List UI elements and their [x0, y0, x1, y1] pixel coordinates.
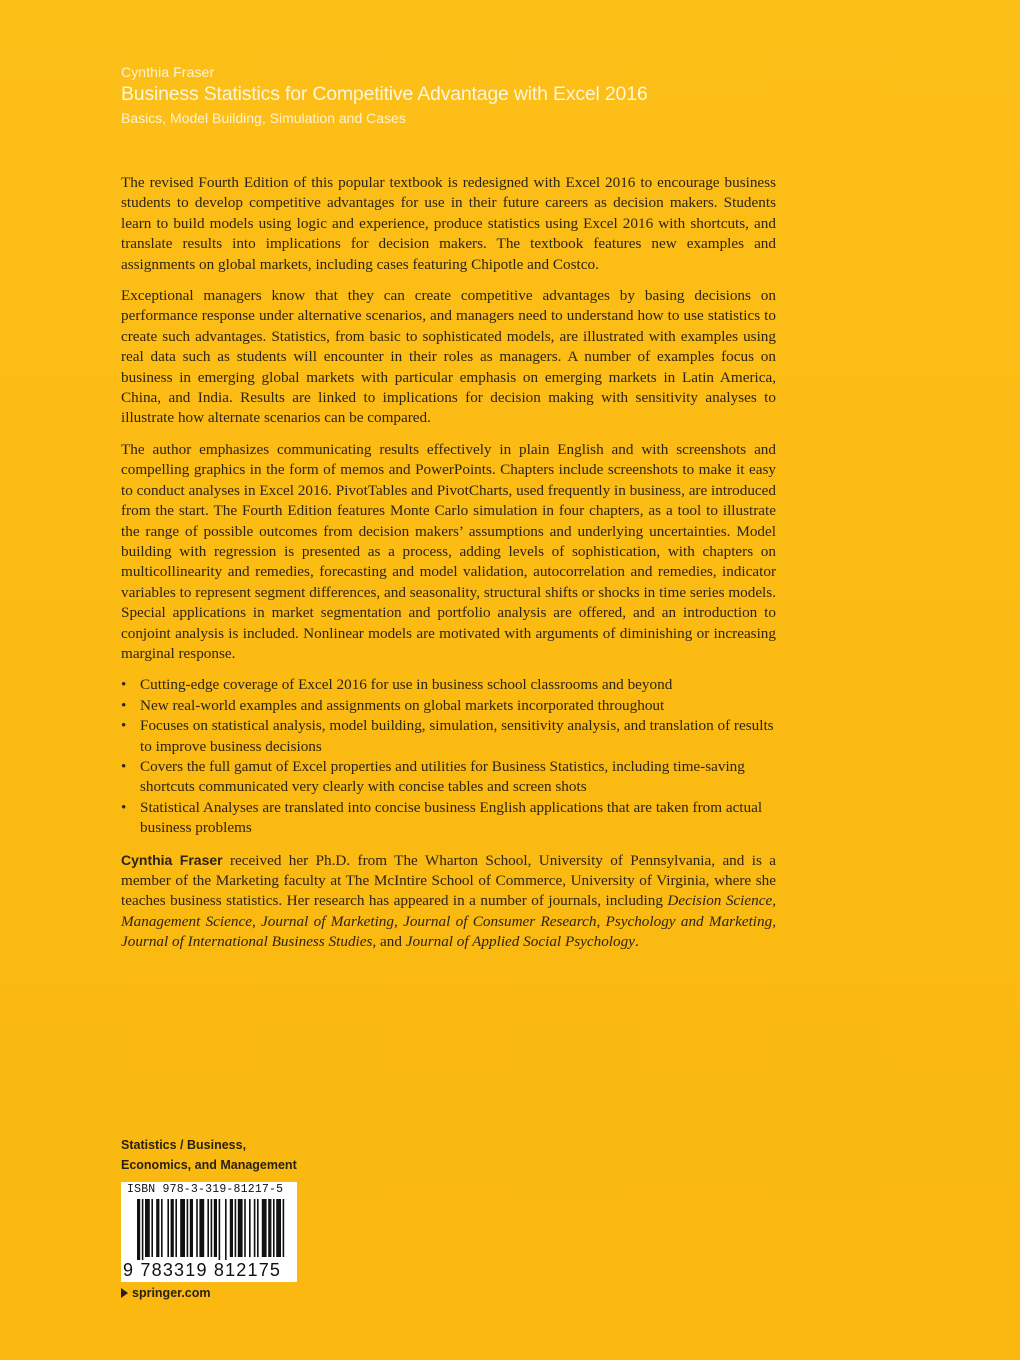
author-bio	[121, 850, 776, 953]
barcode-bar	[161, 1199, 163, 1257]
category-line: Economics, and Management	[121, 1157, 297, 1172]
barcode-bar	[268, 1199, 271, 1257]
publisher-url: springer.com	[132, 1286, 211, 1300]
author-name: Cynthia Fraser	[121, 64, 215, 80]
barcode-bar	[196, 1199, 198, 1257]
barcode-bar	[244, 1199, 246, 1257]
feature-list-item: • Focuses on statistical analysis, model building, simulation, sensitivity analysis, and translation of results to improve business decisions	[121, 716, 776, 757]
barcode-bar	[151, 1199, 153, 1257]
blurb-paragraph: The author emphasizes communicating results effectively in plain English and with screenshots and compelling graphics in the form of memos and PowerPoints. Chapters include screenshots to make it easy to conduct analyses in Excel 2016. PivotTables and PivotCharts, used frequently in business, are introduced from the start. The Fourth Edition features Monte Carlo simulation in four chapters, as a tool to illustrate the range of possible outcomes from decision makers’ assumptions and underlying uncertainties. Model building with regression is presented as a process, adding levels of sophistication, with chapters on multicollinearity and remedies, forecasting and model validation, autocorrelation and remedies, indicator variables to represent segment differences, and seasonality, structural shifts or shocks in time series models. Special applications in market segmentation and portfolio analysis are offered, and an introduction to conjoint analysis is included. Nonlinear models are motivated with arguments of diminishing or increasing marginal response.	[121, 440, 776, 662]
barcode-bar	[225, 1199, 227, 1263]
blurb-paragraph: The revised Fourth Edition of this popular textbook is redesigned with Excel 2016 to encourage business students to develop competitive advantages for use in their future careers as decision makers. Students learn to build models using logic and experience, produce statistics using Excel 2016 with shortcuts, and translate results into implications for decision makers. The textbook features new examples and assignments on global markets, including cases featuring Chipotle and Costco.	[121, 174, 776, 273]
feature-list	[121, 675, 776, 838]
category-line: Statistics / Business,	[121, 1138, 247, 1152]
book-title: Business Statistics for Competitive Advantage with Excel 2016	[121, 83, 648, 105]
barcode-bar	[167, 1199, 169, 1257]
book-subtitle: Basics, Model Building, Simulation and Cases	[121, 110, 406, 126]
cover-header	[121, 64, 821, 126]
barcode-bar	[175, 1199, 177, 1257]
bio-text: .	[634, 933, 639, 951]
bio-text: and	[376, 933, 406, 951]
isbn-label: ISBN 978-3-319-81217-5	[127, 1183, 284, 1196]
barcode-bar	[257, 1199, 259, 1257]
barcode-bar	[142, 1199, 144, 1263]
bio-journals: Decision Science, Management Science, Journal of Marketing, Journal of Consumer Research, Psychology and Marketing, Journal of International Business Studies,	[121, 892, 777, 951]
barcode-bar	[219, 1199, 221, 1263]
barcode-bar	[211, 1199, 213, 1257]
barcode-bar	[171, 1199, 174, 1257]
barcode-bar	[230, 1199, 233, 1257]
bio-journals: Journal of Applied Social Psychology	[405, 933, 635, 951]
feature-list-item: • New real-world examples and assignments on global markets incorporated throughout	[121, 696, 776, 716]
barcode-bar	[262, 1199, 267, 1257]
bio-text: received her Ph.D. from The Wharton School, University of Pennsylvania, and is a member of the Marketing faculty at The McIntire School of Commerce, University of Virginia, where she teaches business statistics. Her research has appeared in a number of journals, including	[121, 851, 776, 910]
feature-list-item: • Statistical Analyses are translated into concise business English applications that are taken from actual business problems	[121, 798, 776, 839]
barcode-bar	[276, 1199, 281, 1257]
barcode-bar	[180, 1199, 185, 1257]
barcode-bar	[137, 1199, 140, 1263]
barcode-bar	[187, 1199, 189, 1257]
barcode-bar	[207, 1199, 209, 1257]
arrow-right-icon	[121, 1288, 128, 1298]
barcode-bar	[156, 1199, 159, 1257]
barcode-bar	[254, 1199, 256, 1257]
subject-category	[121, 1136, 297, 1175]
blurb-body	[121, 173, 776, 964]
isbn-barcode	[121, 1182, 297, 1282]
barcode-bar	[273, 1199, 275, 1257]
barcode-bar	[190, 1199, 193, 1257]
barcode-bar	[199, 1199, 204, 1257]
blurb-paragraph: Exceptional managers know that they can create competitive advantages by basing decisions on performance response under alternative scenarios, and managers need to understand how to use statistics to create such advantages. Statistics, from basic to sophisticated models, are illustrated with examples using real data such as students will encounter in their roles as managers. A number of examples focus on business in emerging global markets with particular emphasis on emerging markets in Latin America, China, and India. Results are linked to implications for decision making with sensitivity analyses to illustrate how alternate scenarios can be compared.	[121, 287, 776, 427]
bio-author-name: Cynthia Fraser	[121, 851, 223, 868]
barcode-bar	[214, 1199, 217, 1257]
barcode-bar	[283, 1199, 285, 1257]
barcode-number: 9 783319 812175	[123, 1260, 282, 1280]
feature-list-item: • Cutting-edge coverage of Excel 2016 for use in business school classrooms and beyond	[121, 675, 776, 695]
barcode-bar	[238, 1199, 243, 1257]
feature-list-item: • Covers the full gamut of Excel properties and utilities for Business Statistics, including time-saving shortcuts communicated very clearly with concise tables and screen shots	[121, 757, 776, 798]
barcode-bar	[145, 1199, 150, 1257]
barcode-bars	[127, 1199, 291, 1265]
publisher-website[interactable]	[121, 1286, 211, 1300]
barcode-bar	[235, 1199, 237, 1257]
barcode-bar	[249, 1199, 251, 1257]
